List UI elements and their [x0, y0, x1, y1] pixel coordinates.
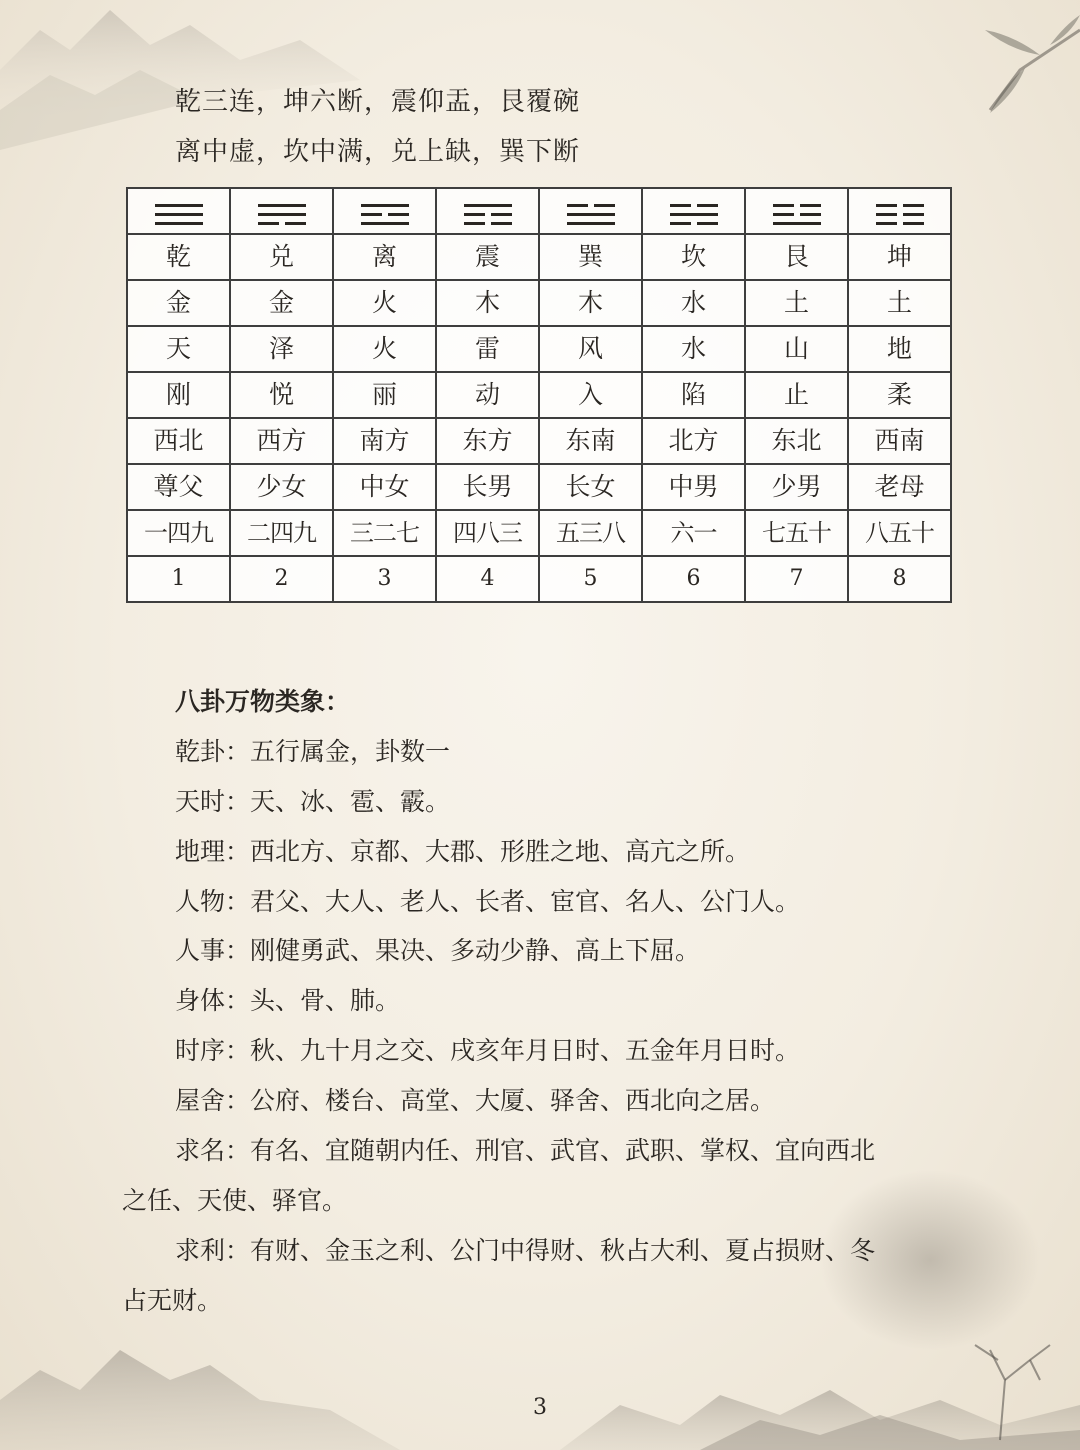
trigram-table	[126, 187, 952, 603]
table-cell: 中男	[642, 464, 745, 510]
trigram-family-row	[127, 464, 951, 510]
table-cell: 金	[230, 280, 333, 326]
table-cell: 2	[230, 556, 333, 602]
paragraph-line: 乾卦：五行属金，卦数一	[175, 737, 451, 766]
paragraph-line: 人事：刚健勇武、果决、多动少静、高上下屈。	[175, 936, 701, 965]
trigram-index-row	[127, 556, 951, 602]
table-cell: 巽	[539, 234, 642, 280]
table-cell: 木	[539, 280, 642, 326]
kan-trigram-icon	[668, 198, 720, 228]
table-cell: 南方	[333, 418, 436, 464]
paragraph-line: 占无财。	[122, 1286, 223, 1315]
table-cell: 少女	[230, 464, 333, 510]
paragraph-line: 求名：有名、宜随朝内任、刑官、武官、武职、掌权、宜向西北	[175, 1136, 876, 1165]
table-cell: 柔	[848, 372, 951, 418]
table-cell: 土	[848, 280, 951, 326]
paragraph-line: 屋舍：公府、楼台、高堂、大厦、驿舍、西北向之居。	[175, 1086, 776, 1115]
table-cell: 离	[333, 234, 436, 280]
kun-trigram-icon	[874, 198, 926, 228]
table-cell: 8	[848, 556, 951, 602]
xun-trigram-icon	[565, 198, 617, 228]
table-cell: 北方	[642, 418, 745, 464]
table-cell: 7	[745, 556, 848, 602]
table-cell: 山	[745, 326, 848, 372]
table-cell: 坤	[848, 234, 951, 280]
table-cell: 陷	[642, 372, 745, 418]
table-cell: 5	[539, 556, 642, 602]
paragraph-line: 天时：天、冰、雹、霰。	[175, 787, 451, 816]
trigram-name-row	[127, 234, 951, 280]
table-cell: 动	[436, 372, 539, 418]
table-cell: 6	[642, 556, 745, 602]
table-cell: 坎	[642, 234, 745, 280]
table-cell: 风	[539, 326, 642, 372]
table-cell: 八五十	[848, 510, 951, 556]
table-cell: 老母	[848, 464, 951, 510]
table-cell: 四八三	[436, 510, 539, 556]
table-cell: 尊父	[127, 464, 230, 510]
table-cell: 土	[745, 280, 848, 326]
table-cell: 少男	[745, 464, 848, 510]
table-cell: 火	[333, 326, 436, 372]
table-cell: 七五十	[745, 510, 848, 556]
table-cell: 止	[745, 372, 848, 418]
table-cell: 悦	[230, 372, 333, 418]
trigram-element-row	[127, 280, 951, 326]
dui-trigram-icon	[256, 198, 308, 228]
table-cell: 泽	[230, 326, 333, 372]
table-cell: 长男	[436, 464, 539, 510]
table-cell: 乾	[127, 234, 230, 280]
table-cell: 水	[642, 326, 745, 372]
mnemonic-line-1: 乾三连，坤六断，震仰盂，艮覆碗	[175, 87, 581, 117]
li-trigram-icon	[359, 198, 411, 228]
table-cell: 木	[436, 280, 539, 326]
table-cell: 金	[127, 280, 230, 326]
table-cell: 火	[333, 280, 436, 326]
mnemonic-line-2: 离中虚，坎中满，兑上缺，巽下断	[175, 137, 581, 167]
table-cell: 二四九	[230, 510, 333, 556]
table-cell: 地	[848, 326, 951, 372]
trigram-symbol-row	[127, 188, 951, 234]
paragraph-line: 人物：君父、大人、老人、长者、宦官、名人、公门人。	[175, 887, 801, 916]
section-heading: 八卦万物类象：	[175, 687, 351, 716]
table-cell: 三二七	[333, 510, 436, 556]
paragraph-line: 求利：有财、金玉之利、公门中得财、秋占大利、夏占损财、冬	[175, 1236, 876, 1265]
table-cell: 3	[333, 556, 436, 602]
gen-trigram-icon	[771, 198, 823, 228]
page-number: 3	[533, 1395, 547, 1420]
paragraph-line: 时序：秋、九十月之交、戌亥年月日时、五金年月日时。	[175, 1036, 801, 1065]
table-cell: 兑	[230, 234, 333, 280]
trigram-numbers-row	[127, 510, 951, 556]
table-cell: 西北	[127, 418, 230, 464]
table-cell: 西南	[848, 418, 951, 464]
table-cell: 西方	[230, 418, 333, 464]
table-cell: 一四九	[127, 510, 230, 556]
table-cell: 六一	[642, 510, 745, 556]
table-cell: 水	[642, 280, 745, 326]
table-cell: 雷	[436, 326, 539, 372]
table-cell: 长女	[539, 464, 642, 510]
paragraph-line: 地理：西北方、京都、大郡、形胜之地、高亢之所。	[175, 837, 751, 866]
table-cell: 五三八	[539, 510, 642, 556]
zhen-trigram-icon	[462, 198, 514, 228]
table-cell: 1	[127, 556, 230, 602]
trigram-quality-row	[127, 372, 951, 418]
table-cell: 入	[539, 372, 642, 418]
paragraph-line: 之任、天使、驿官。	[122, 1186, 348, 1215]
table-cell: 丽	[333, 372, 436, 418]
trigram-direction-row	[127, 418, 951, 464]
table-cell: 东北	[745, 418, 848, 464]
table-cell: 艮	[745, 234, 848, 280]
table-cell: 4	[436, 556, 539, 602]
table-cell: 东方	[436, 418, 539, 464]
table-cell: 天	[127, 326, 230, 372]
qian-trigram-icon	[153, 198, 205, 228]
table-cell: 刚	[127, 372, 230, 418]
table-cell: 中女	[333, 464, 436, 510]
table-cell: 震	[436, 234, 539, 280]
trigram-nature-row	[127, 326, 951, 372]
table-cell: 东南	[539, 418, 642, 464]
paragraph-line: 身体：头、骨、肺。	[175, 986, 401, 1015]
